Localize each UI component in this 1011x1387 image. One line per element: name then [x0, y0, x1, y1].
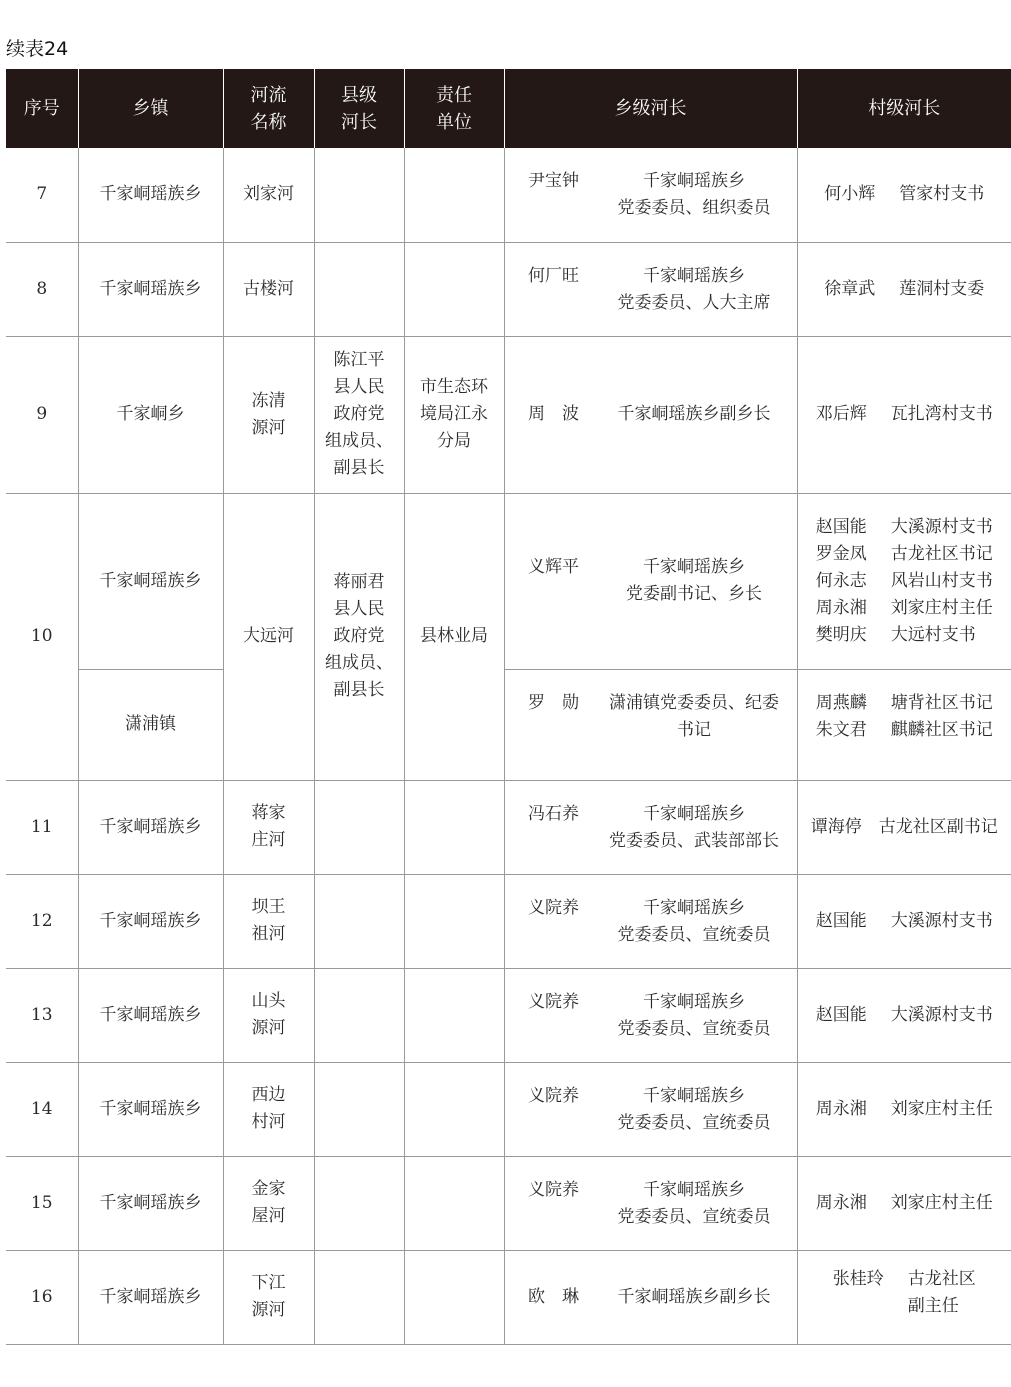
- table-row: [6, 1062, 1011, 1156]
- village-leader-cell: 赵国能 大溪源村支书: [797, 874, 1011, 968]
- county-leader-cell: [314, 1156, 404, 1250]
- header-unit: 责任 单位: [404, 69, 504, 148]
- river-cell: 蒋家 庄河: [223, 780, 314, 874]
- town-cell: 千家峒瑶族乡: [78, 780, 223, 874]
- seq-cell: 15: [6, 1156, 78, 1250]
- header-seq: 序号: [6, 69, 78, 148]
- township-leader-cell: 周 波 千家峒瑶族乡副乡长: [504, 336, 797, 493]
- river-cell: 西边 村河: [223, 1062, 314, 1156]
- county-leader-cell: [314, 1062, 404, 1156]
- village-leader-cell: 周永湘 刘家庄村主任: [797, 1062, 1011, 1156]
- town-cell: 千家峒瑶族乡: [78, 148, 223, 242]
- unit-cell: [404, 242, 504, 336]
- seq-cell: 14: [6, 1062, 78, 1156]
- county-leader-cell: [314, 148, 404, 242]
- table-row: [6, 780, 1011, 874]
- village-leader-cell: 赵国能 大溪源村支书: [797, 968, 1011, 1062]
- town-cell: 千家峒瑶族乡: [78, 874, 223, 968]
- seq-cell: 7: [6, 148, 78, 242]
- unit-cell: [404, 874, 504, 968]
- river-chief-table: [6, 69, 1011, 1345]
- table-row: [6, 968, 1011, 1062]
- county-leader-cell: [314, 968, 404, 1062]
- town-cell: 千家峒瑶族乡: [78, 1250, 223, 1344]
- unit-cell: [404, 1062, 504, 1156]
- unit-cell: [404, 780, 504, 874]
- township-leader-cell: 罗 勋 潇浦镇党委委员、纪委 书记: [504, 669, 797, 780]
- river-cell: 坝王 祖河: [223, 874, 314, 968]
- river-cell: 冻清 源河: [223, 336, 314, 493]
- river-cell: 下江 源河: [223, 1250, 314, 1344]
- village-leader-cell: 徐章武 莲洞村支委: [797, 242, 1011, 336]
- township-leader-cell: 义院养 千家峒瑶族乡 党委委员、宣统委员: [504, 968, 797, 1062]
- table-row: [6, 1156, 1011, 1250]
- river-cell: 大远河: [223, 493, 314, 780]
- township-leader-cell: 义院养 千家峒瑶族乡 党委委员、宣统委员: [504, 874, 797, 968]
- header-river: 河流 名称: [223, 69, 314, 148]
- village-leader-cell: 周燕麟 塘背社区书记 朱文君 麒麟社区书记: [797, 669, 1011, 780]
- river-cell: 刘家河: [223, 148, 314, 242]
- unit-cell: [404, 148, 504, 242]
- seq-cell: 13: [6, 968, 78, 1062]
- village-leader-cell: 邓后辉 瓦扎湾村支书: [797, 336, 1011, 493]
- seq-cell: 8: [6, 242, 78, 336]
- village-leader-cell: 赵国能 大溪源村支书 罗金凤 古龙社区书记 何永志 风岩山村支书 周永湘 刘家庄村主任 樊明庆 大远村支书: [797, 493, 1011, 669]
- county-leader-cell: 陈江平 县人民 政府党 组成员、 副县长: [314, 336, 404, 493]
- header-village-leader: 村级河长: [797, 69, 1011, 148]
- town-cell: 千家峒瑶族乡: [78, 1062, 223, 1156]
- unit-cell: 市生态环 境局江永 分局: [404, 336, 504, 493]
- header-row: [6, 69, 1011, 148]
- table-row: [6, 493, 1011, 669]
- seq-cell: 11: [6, 780, 78, 874]
- table-row: [6, 874, 1011, 968]
- township-leader-cell: 义院养 千家峒瑶族乡 党委委员、宣统委员: [504, 1156, 797, 1250]
- township-leader-cell: 义院养 千家峒瑶族乡 党委委员、宣统委员: [504, 1062, 797, 1156]
- table-row: [6, 336, 1011, 493]
- unit-cell: 县林业局: [404, 493, 504, 780]
- village-leader-cell: 张桂玲 古龙社区 副主任: [797, 1250, 1011, 1344]
- town-cell: 千家峒瑶族乡: [78, 968, 223, 1062]
- seq-cell: 9: [6, 336, 78, 493]
- unit-cell: [404, 968, 504, 1062]
- header-town: 乡镇: [78, 69, 223, 148]
- table-row: [6, 148, 1011, 242]
- seq-cell: 10: [6, 493, 78, 780]
- township-leader-cell: 欧 琳 千家峒瑶族乡副乡长: [504, 1250, 797, 1344]
- township-leader-cell: 冯石养 千家峒瑶族乡 党委委员、武装部部长: [504, 780, 797, 874]
- town-cell: 千家峒乡: [78, 336, 223, 493]
- township-leader-cell: 尹宝钟 千家峒瑶族乡 党委委员、组织委员: [504, 148, 797, 242]
- header-township-leader: 乡级河长: [504, 69, 797, 148]
- town-cell: 潇浦镇: [78, 669, 223, 780]
- county-leader-cell: 蒋丽君 县人民 政府党 组成员、 副县长: [314, 493, 404, 780]
- county-leader-cell: [314, 780, 404, 874]
- town-cell: 千家峒瑶族乡: [78, 1156, 223, 1250]
- table-row: [6, 1250, 1011, 1344]
- county-leader-cell: [314, 874, 404, 968]
- table-row: [6, 242, 1011, 336]
- river-cell: 金家 屋河: [223, 1156, 314, 1250]
- town-cell: 千家峒瑶族乡: [78, 493, 223, 669]
- seq-cell: 16: [6, 1250, 78, 1344]
- table-caption: 续表24: [6, 38, 69, 60]
- town-cell: 千家峒瑶族乡: [78, 242, 223, 336]
- township-leader-cell: 义辉平 千家峒瑶族乡 党委副书记、乡长: [504, 493, 797, 669]
- county-leader-cell: [314, 1250, 404, 1344]
- county-leader-cell: [314, 242, 404, 336]
- table-row: [6, 669, 1011, 780]
- village-leader-cell: 谭海停 古龙社区副书记: [797, 780, 1011, 874]
- river-cell: 古楼河: [223, 242, 314, 336]
- village-leader-cell: 何小辉 管家村支书: [797, 148, 1011, 242]
- township-leader-cell: 何厂旺 千家峒瑶族乡 党委委员、人大主席: [504, 242, 797, 336]
- village-leader-cell: 周永湘 刘家庄村主任: [797, 1156, 1011, 1250]
- header-county-leader: 县级 河长: [314, 69, 404, 148]
- unit-cell: [404, 1250, 504, 1344]
- river-cell: 山头 源河: [223, 968, 314, 1062]
- unit-cell: [404, 1156, 504, 1250]
- seq-cell: 12: [6, 874, 78, 968]
